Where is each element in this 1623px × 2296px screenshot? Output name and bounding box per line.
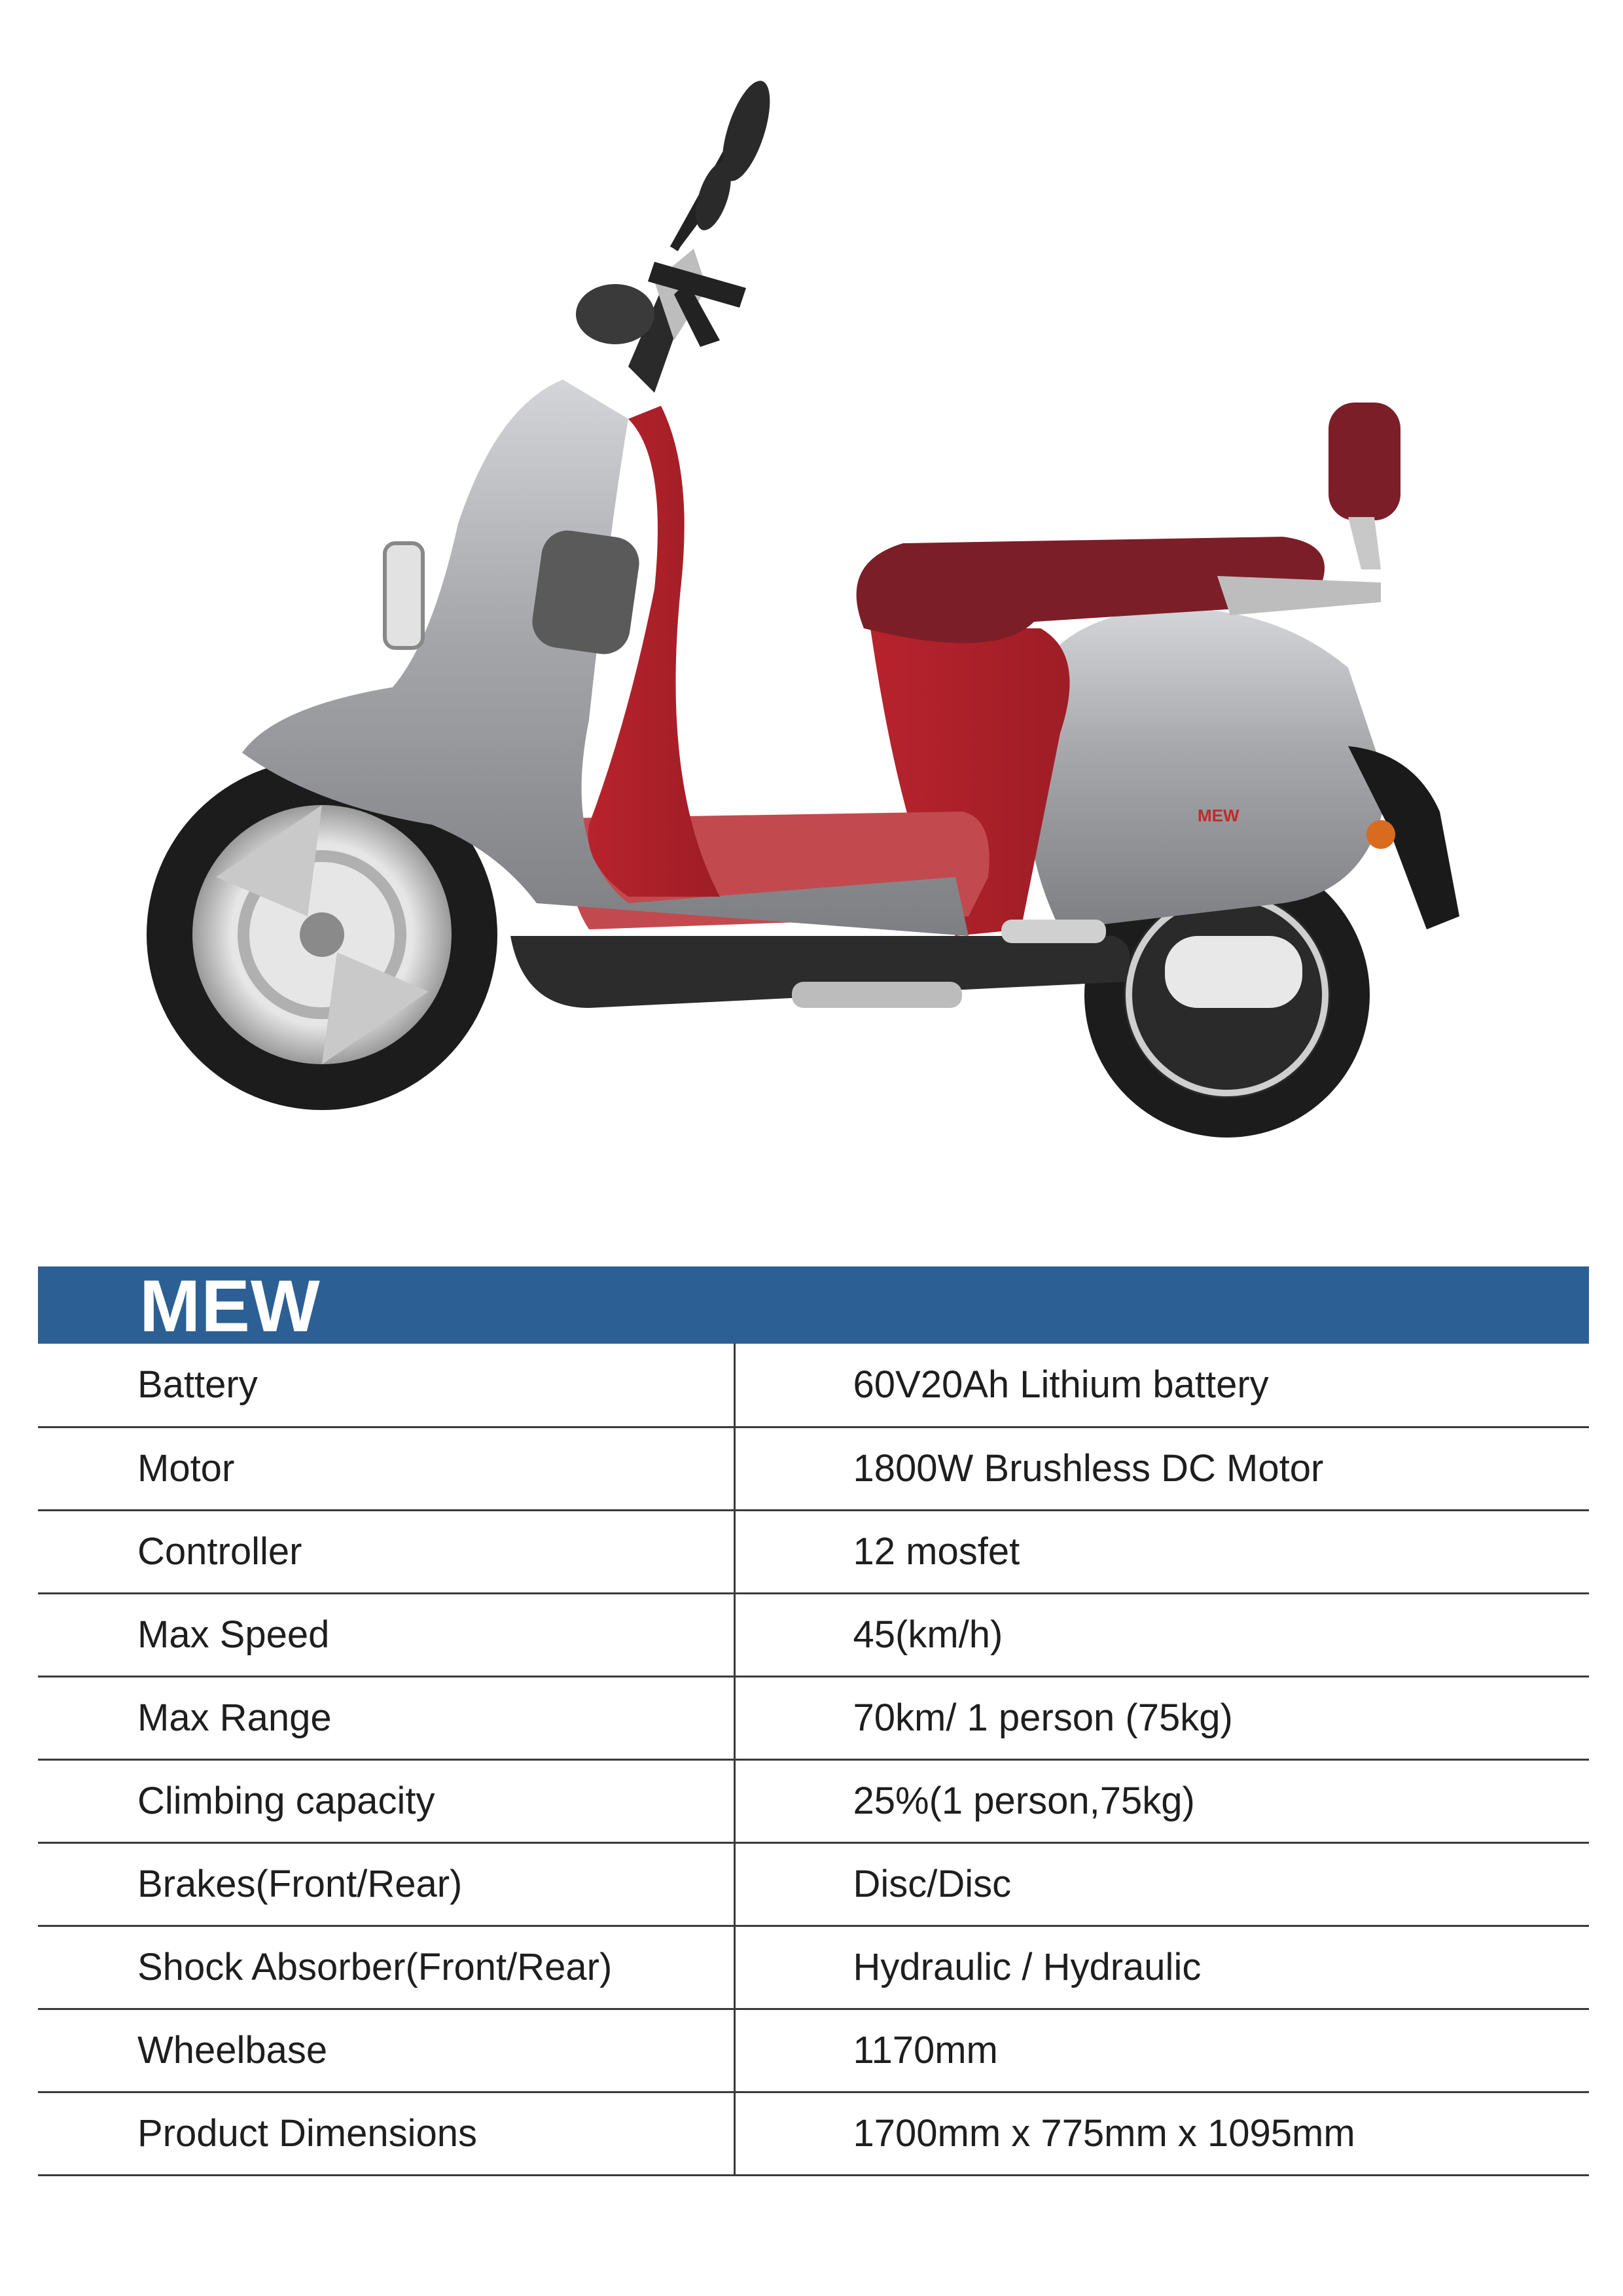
spec-row xyxy=(38,1427,1589,1510)
spec-label: Max Speed xyxy=(38,1593,734,1676)
spec-sheet xyxy=(38,1266,1589,2176)
spec-row xyxy=(38,1926,1589,2009)
spec-label: Brakes(Front/Rear) xyxy=(38,1842,734,1926)
spec-table xyxy=(38,1344,1589,2176)
spec-label: Motor xyxy=(38,1427,734,1510)
spec-label: Controller xyxy=(38,1510,734,1593)
spec-row xyxy=(38,2009,1589,2092)
spec-row xyxy=(38,1759,1589,1842)
spec-value: 1700mm x 775mm x 1095mm xyxy=(734,2092,1589,2175)
spec-value: Hydraulic / Hydraulic xyxy=(734,1926,1589,2009)
spec-value: 25%(1 person,75kg) xyxy=(734,1759,1589,1842)
spec-value: 1800W Brushless DC Motor xyxy=(734,1427,1589,1510)
spec-label: Max Range xyxy=(38,1676,734,1759)
spec-label: Battery xyxy=(38,1344,734,1427)
spec-row xyxy=(38,1510,1589,1593)
model-name: MEW xyxy=(139,1265,321,1347)
spec-value: 1170mm xyxy=(734,2009,1589,2092)
spec-value: 70km/ 1 person (75kg) xyxy=(734,1676,1589,1759)
spec-value: 45(km/h) xyxy=(734,1593,1589,1676)
spec-row xyxy=(38,1842,1589,1926)
spec-value: Disc/Disc xyxy=(734,1842,1589,1926)
spec-label: Product Dimensions xyxy=(38,2092,734,2175)
brand-badge: MEW xyxy=(1198,806,1240,825)
spec-value: 60V20Ah Lithium battery xyxy=(734,1344,1589,1427)
spec-row xyxy=(38,1593,1589,1676)
spec-row xyxy=(38,2092,1589,2175)
spec-label: Climbing capacity xyxy=(38,1759,734,1842)
spec-label: Wheelbase xyxy=(38,2009,734,2092)
spec-row xyxy=(38,1676,1589,1759)
spec-value: 12 mosfet xyxy=(734,1510,1589,1593)
spec-label: Shock Absorber(Front/Rear) xyxy=(38,1926,734,2009)
model-header xyxy=(38,1265,1589,1347)
spec-row xyxy=(38,1344,1589,1427)
